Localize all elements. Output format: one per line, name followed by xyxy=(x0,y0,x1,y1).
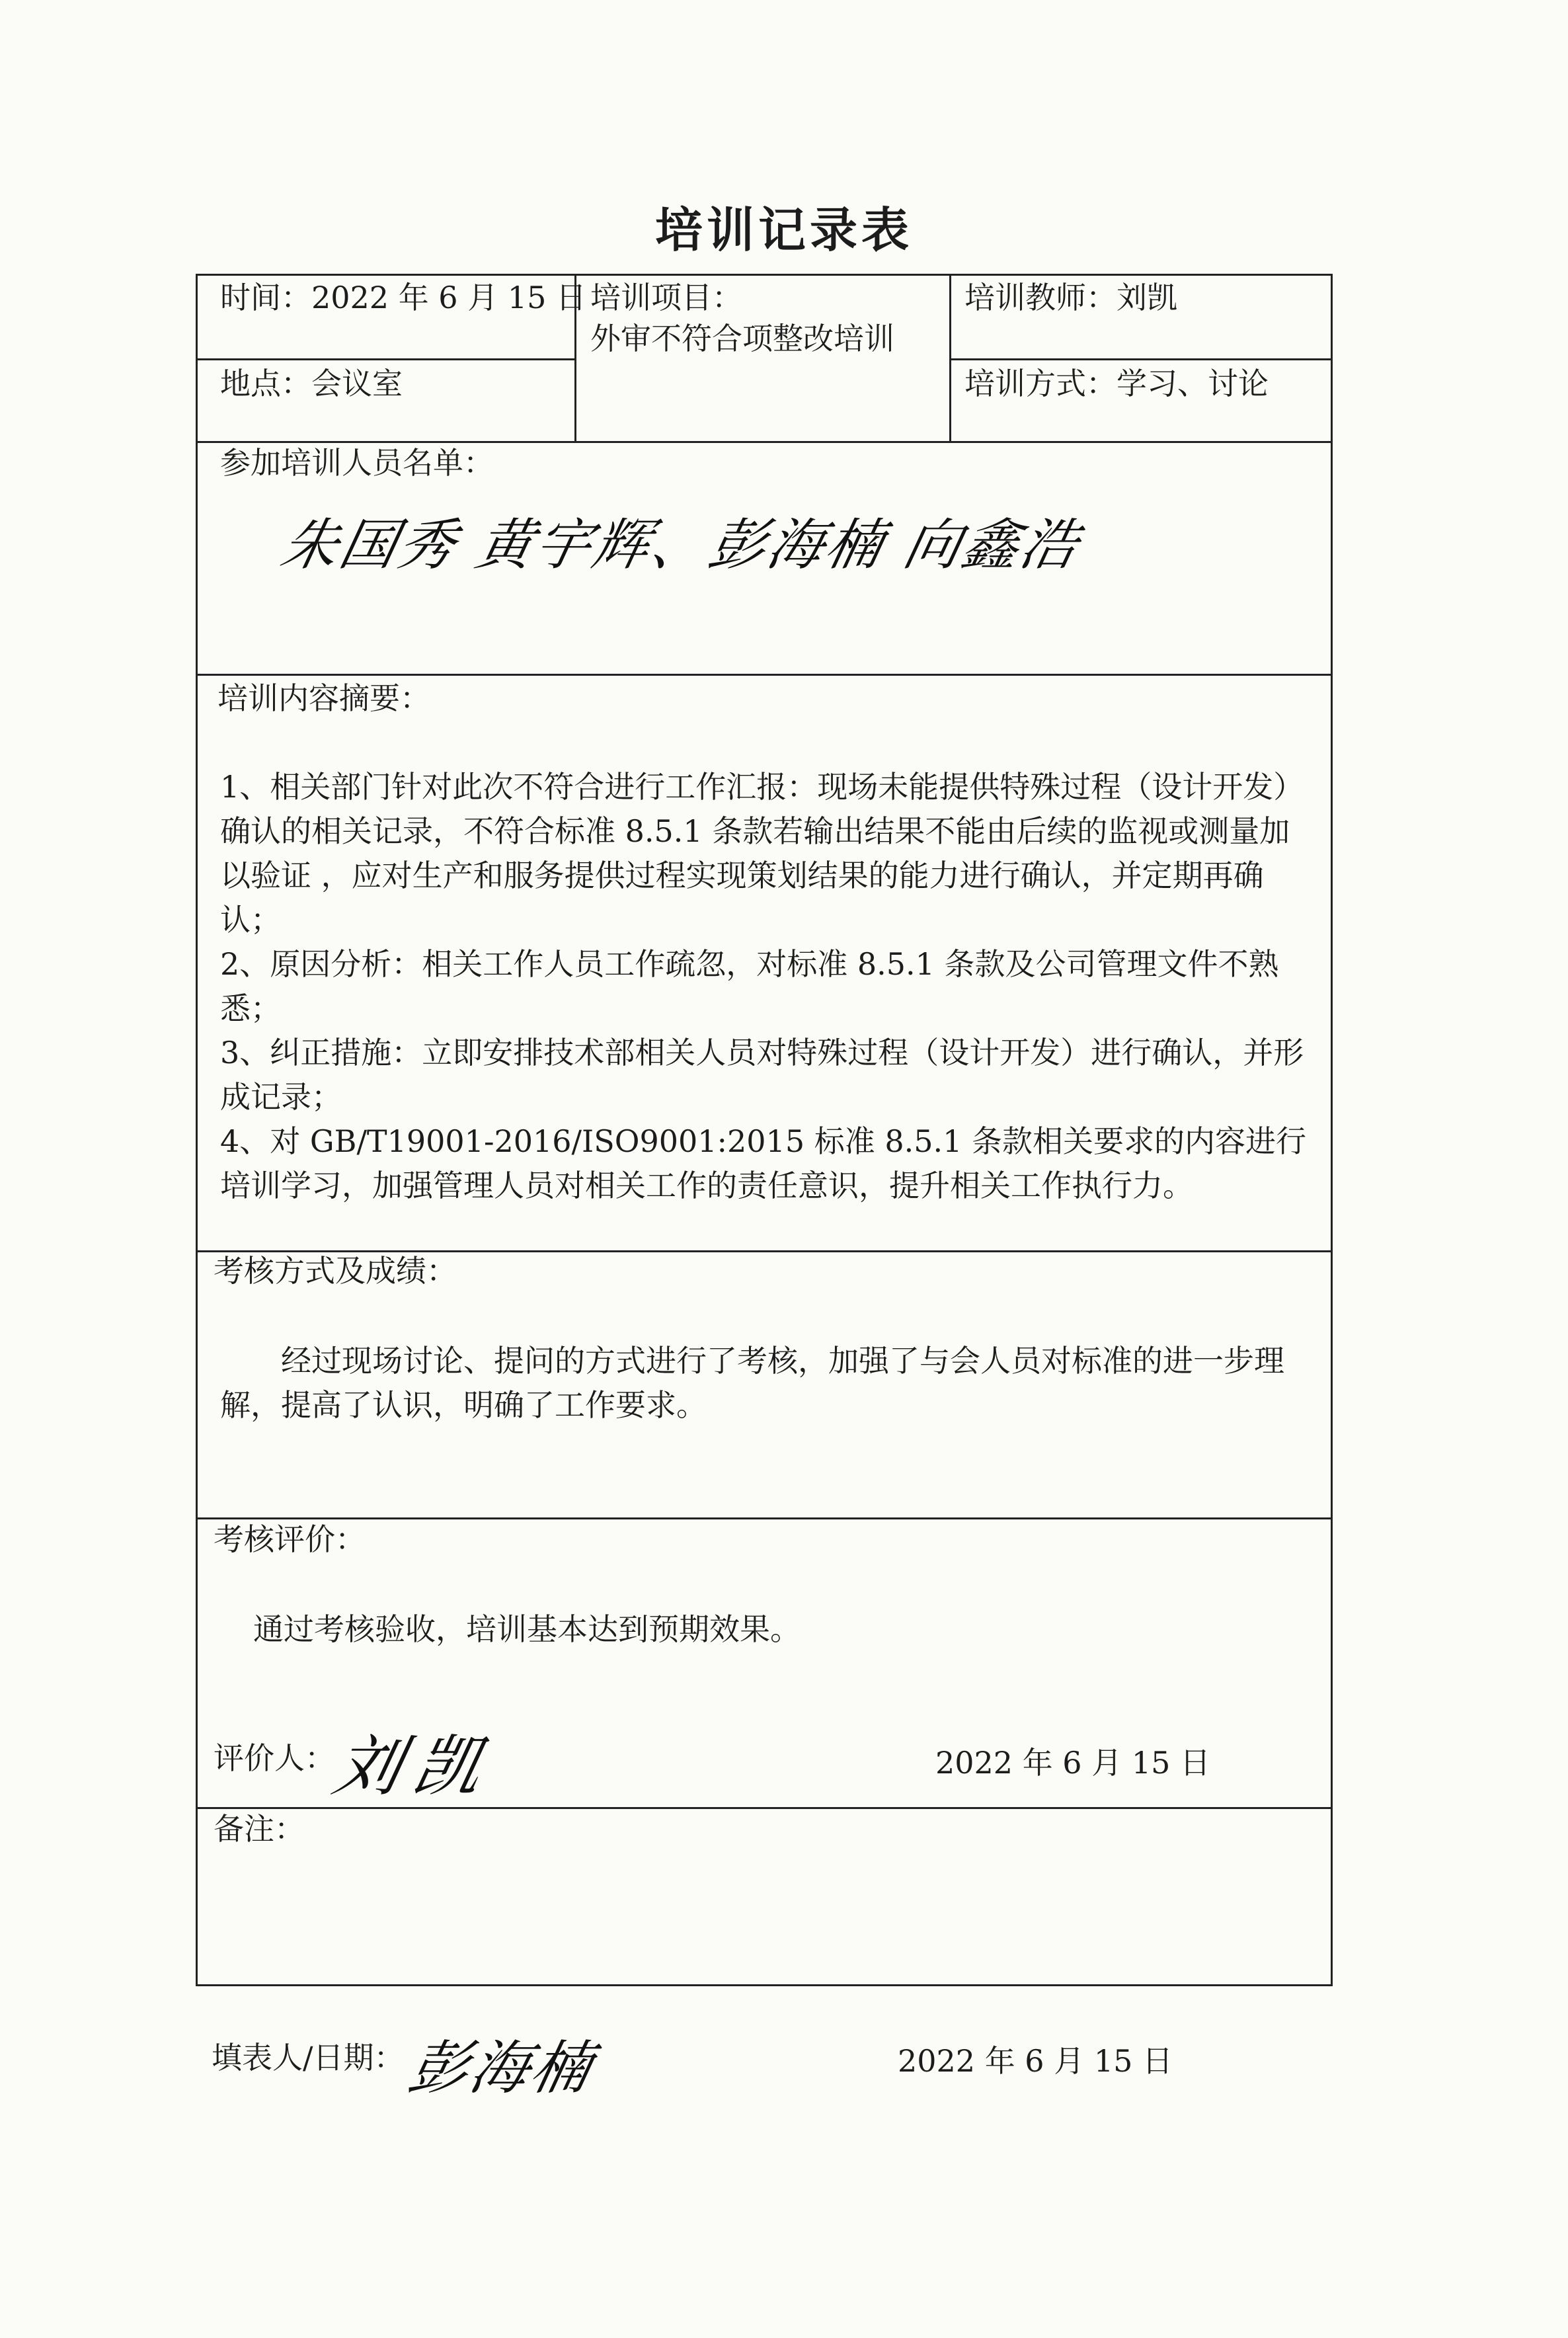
content-item-1: 1、相关部门针对此次不符合进行工作汇报：现场未能提供特殊过程（设计开发）确认的相关记录，不符合标准 8.5.1 条款若输出结果不能由后续的监视或测量加以验证 ，应对生产和服务提供过程实现策划结果的能力进行确认，并定期再确认； xyxy=(220,769,1304,938)
training-time: 时间：2022 年 6 月 15 日 xyxy=(220,280,586,315)
project-label: 培训项目： xyxy=(590,280,742,315)
participants-signatures: 朱国秀 黄宇辉、彭海楠 向鑫浩 xyxy=(276,512,1087,577)
remarks-label: 备注： xyxy=(214,1811,305,1847)
footer-date: 2022 年 6 月 15 日 xyxy=(898,2043,1173,2079)
training-teacher: 培训教师：刘凯 xyxy=(964,280,1177,315)
content-item-2: 2、原因分析：相关工作人员工作疏忽，对标准 8.5.1 条款及公司管理文件不熟悉； xyxy=(220,946,1279,1026)
training-method: 培训方式：学习、讨论 xyxy=(964,366,1269,401)
assessment-text: 经过现场讨论、提问的方式进行了考核，加强了与会人员对标准的进一步理解，提高了认识，明确了工作要求。 xyxy=(220,1343,1284,1423)
divider xyxy=(198,358,574,360)
training-location: 地点：会议室 xyxy=(220,366,403,401)
evaluation-date: 2022 年 6 月 15 日 xyxy=(935,1745,1210,1781)
divider xyxy=(198,1517,1333,1519)
assessment-label: 考核方式及成绩： xyxy=(214,1253,457,1289)
content-label: 培训内容摘要： xyxy=(217,680,430,716)
evaluator-label: 评价人： xyxy=(214,1740,335,1776)
content-item-3: 3、纠正措施：立即安排技术部相关人员对特殊过程（设计开发）进行确认，并形成记录； xyxy=(220,1035,1304,1115)
filler-signature: 彭海楠 xyxy=(403,2034,600,2102)
evaluator-signature: 刘凯 xyxy=(327,1728,502,1805)
divider xyxy=(949,276,951,441)
divider xyxy=(198,441,1333,443)
project-value: 外审不符合项整改培训 xyxy=(590,321,894,356)
content-item-4: 4、对 GB/T19001-2016/ISO9001:2015 标准 8.5.1 条款相关要求的内容进行培训学习，加强管理人员对相关工作的责任意识，提升相关工作执行力。 xyxy=(220,1123,1306,1203)
training-record-form xyxy=(196,274,1333,1986)
filler-label: 填表人/日期： xyxy=(212,2040,405,2076)
evaluation-label: 考核评价： xyxy=(214,1521,366,1557)
evaluation-text: 通过考核验收，培训基本达到预期效果。 xyxy=(253,1611,801,1647)
participants-label: 参加培训人员名单： xyxy=(220,445,494,481)
divider xyxy=(949,358,1333,360)
divider xyxy=(198,1250,1333,1252)
form-title: 培训记录表 xyxy=(654,202,913,258)
content-list xyxy=(220,765,1311,1208)
divider xyxy=(198,674,1333,676)
